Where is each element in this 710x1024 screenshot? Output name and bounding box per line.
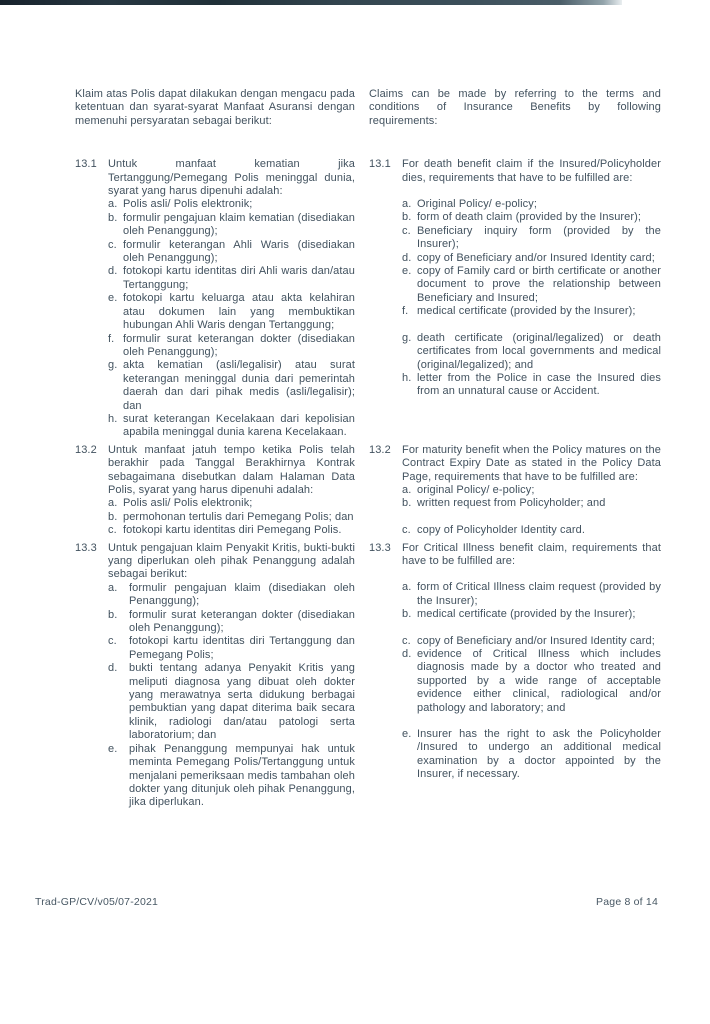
section-heading: Untuk manfaat kematian jika Tertanggung/Pemegang Polis meninggal dunia, syarat yang harus dipenuhi adalah: [108,158,355,198]
section-13-3-english [369,542,661,810]
item-label: a. [108,581,118,594]
section-number: 13.3 [75,541,97,554]
item-text: formulir surat keterangan dokter (disediakan oleh Penanggung); [129,608,355,635]
section-13-1-indonesian [75,158,355,440]
section-body [402,158,661,440]
item-label: d. [108,265,118,278]
list-item [402,648,661,715]
item-label: c. [402,224,411,237]
item-text: original Policy/ e-policy; [417,483,535,496]
section-heading: Untuk manfaat jatuh tempo ketika Polis telah berakhir pada Tanggal Berakhirnya Kontrak sebagaimana disebutkan dalam Halaman Data Polis, syarat yang harus dipenuhi adalah: [108,443,355,496]
list-item [108,413,355,440]
item-text: pihak Penanggung mempunyai hak untuk meminta Pemegang Polis/Tertanggung untuk menjalani pemeriksaan medis tambahan oleh dokter yang ditunjuk oleh pihak Penanggung, jika diperlukan. [129,742,355,809]
section-heading: Untuk pengajuan klaim Penyakit Kritis, bukti-bukti yang diperlukan oleh pihak Penanggung adalah sebagai berikut: [108,541,355,581]
section-heading: For maturity benefit when the Policy matures on the Contract Expiry Date as stated in the Policy Data Page, requirements that have to be fulfilled are: [402,443,661,483]
list-item [402,581,661,608]
page-number: Page 8 of 14 [596,896,658,908]
item-text: Beneficiary inquiry form (provided by the Insurer); [417,224,661,251]
item-label: c. [402,634,411,647]
two-column-layout [75,88,661,810]
item-label: b. [402,211,412,224]
section-body [108,542,355,810]
item-text: Insurer has the right to ask the Policyholder /Insured to undergo an additional medical examination by a doctor appointed by the Insurer, if necessary. [417,728,661,781]
document-content [75,88,661,810]
item-label: b. [402,608,412,621]
section-13-1-english [369,158,661,440]
scan-top-bar [0,0,622,5]
item-label: a. [402,581,412,594]
item-text: medical certificate (provided by the Insurer); [417,305,636,318]
item-text: medical certificate (provided by the Insurer); [417,608,636,621]
item-label: a. [402,198,412,211]
item-text: copy of Family card or birth certificate or another document to prove the relationship between Beneficiary and Insured; [417,265,661,304]
item-text: formulir pengajuan klaim (disediakan oleh Penanggung); [129,581,355,608]
item-text: copy of Beneficiary and/or Insured Identity card; [417,634,655,647]
item-text: fotokopi kartu identitas diri Tertanggung dan Pemegang Polis; [129,635,355,661]
list-item [108,333,355,360]
item-text: fotokopi kartu identitas diri Pemegang Polis. [123,524,342,537]
item-text: akta kematian (asli/legalisir) atau surat keterangan meninggal dunia dari pemerintah daerah dan dari pihak medis (asli/legalisir); dan [123,359,355,412]
item-label: e. [108,292,118,305]
section-heading: For Critical Illness benefit claim, requirements that have to be fulfilled are: [402,541,661,567]
item-label: d. [402,251,412,264]
list-item [402,484,661,497]
item-text: written request from Policyholder; and [417,497,606,510]
list-item [402,198,661,211]
intro-paragraph-indonesian: Klaim atas Polis dapat dilakukan dengan mengacu pada ketentuan dan syarat-syarat Manfaat Asuransi dengan memenuhi persyaratan sebagai berikut: [75,88,355,127]
intro-paragraph-english: Claims can be made by referring to the terms and conditions of Insurance Benefits by following requirements: [369,88,661,127]
item-label: b. [108,510,118,523]
item-label: d. [108,662,118,675]
item-text: bukti tentang adanya Penyakit Kritis yang meliputi diagnosa yang dibuat oleh dokter yang merawatnya serta didukung berbagai pembuktian yang dapat diterima baik secara klinik, radiologi dan/atau patologi serta laboratorium; dan [129,662,355,742]
item-label: h. [402,371,412,384]
list-item [108,198,355,211]
item-label: c. [108,635,117,648]
section-13-2-indonesian [75,444,355,538]
section-body [108,444,355,538]
item-text: Polis asli/ Polis elektronik; [123,198,253,211]
item-label: h. [108,412,118,425]
item-text: Polis asli/ Polis elektronik; [123,497,253,510]
list-item [108,743,355,810]
list-item [402,728,661,782]
section-13-2-english [369,444,661,538]
item-text: copy of Beneficiary and/or Insured Identity card; [417,251,655,264]
list-item [108,609,355,636]
document-code: Trad-GP/CV/v05/07-2021 [35,896,159,908]
item-label: a. [108,198,118,211]
list-item [402,211,661,224]
section-number: 13.1 [75,158,97,171]
item-label: e. [402,265,412,278]
item-text: fotokopi kartu identitas diri Ahli waris dan/atau Tertanggung; [123,265,355,291]
item-label: b. [108,211,118,224]
item-label: d. [402,648,412,661]
item-text: Original Policy/ e-policy; [417,198,537,211]
list-item [402,252,661,265]
list-item [108,524,355,537]
list-item [108,497,355,510]
item-text: copy of Policyholder Identity card. [417,523,585,536]
item-label: c. [108,524,117,537]
item-text: letter from the Police in case the Insured dies from an unnatural cause or Accident. [417,371,661,398]
section-heading: For death benefit claim if the Insured/Policyholder dies, requirements that have to be fulfilled are: [402,158,661,184]
list-item [402,524,661,537]
list-item [108,292,355,332]
item-text: evidence of Critical Illness which includes diagnosis made by a doctor who treated and supported by a wide range of acceptable evidence either clinical, radiological and/or pathology and laboratory; and [417,648,661,714]
item-text: formulir keterangan Ahli Waris (disediakan oleh Penanggung); [123,238,355,265]
item-label: c. [108,238,117,251]
list-item [402,225,661,252]
item-text: surat keterangan Kecelakaan dari kepolisian apabila meninggal dunia karena Kecelakaan. [123,412,355,439]
item-text: formulir pengajuan klaim kematian (disediakan oleh Penanggung); [123,211,355,238]
section-13-3-indonesian [75,542,355,810]
item-label: b. [402,497,412,510]
item-text: formulir surat keterangan dokter (disediakan oleh Penanggung); [123,332,355,358]
list-item [108,582,355,609]
list-item [108,662,355,742]
list-item [402,265,661,305]
section-number: 13.3 [369,541,391,554]
section-body [108,158,355,440]
section-body [402,542,661,810]
list-item [108,359,355,413]
item-label: a. [108,497,118,510]
list-item [402,372,661,399]
list-item [402,608,661,621]
item-text: fotokopi kartu keluarga atau akta kelahiran atau dokumen lain yang membuktikan hubungan Ahli Waris dengan Tertanggung; [123,292,355,332]
item-text: permohonan tertulis dari Pemegang Polis; dan [123,510,354,523]
list-item [108,265,355,292]
page-footer [35,896,658,908]
item-text: form of Critical Illness claim request (provided by the Insurer); [417,581,661,607]
list-item [108,511,355,524]
item-text: form of death claim (provided by the Insurer); [417,211,642,224]
item-label: b. [108,608,118,621]
section-number: 13.2 [75,443,97,456]
list-item [402,635,661,648]
section-body [402,444,661,538]
list-item [402,332,661,372]
item-text: death certificate (original/legalized) or death certificates from local governments and medical (original/legalized); and [417,331,661,371]
list-item [108,635,355,662]
list-item [402,497,661,510]
item-label: e. [402,728,412,741]
item-label: g. [108,359,118,372]
section-number: 13.1 [369,158,391,171]
item-label: f. [108,332,115,345]
list-item [108,239,355,266]
item-label: a. [402,483,412,496]
item-label: f. [402,305,409,318]
section-number: 13.2 [369,443,391,456]
list-item [108,212,355,239]
item-label: g. [402,331,412,344]
list-item [402,305,661,318]
item-label: e. [108,742,118,755]
item-label: c. [402,523,411,536]
